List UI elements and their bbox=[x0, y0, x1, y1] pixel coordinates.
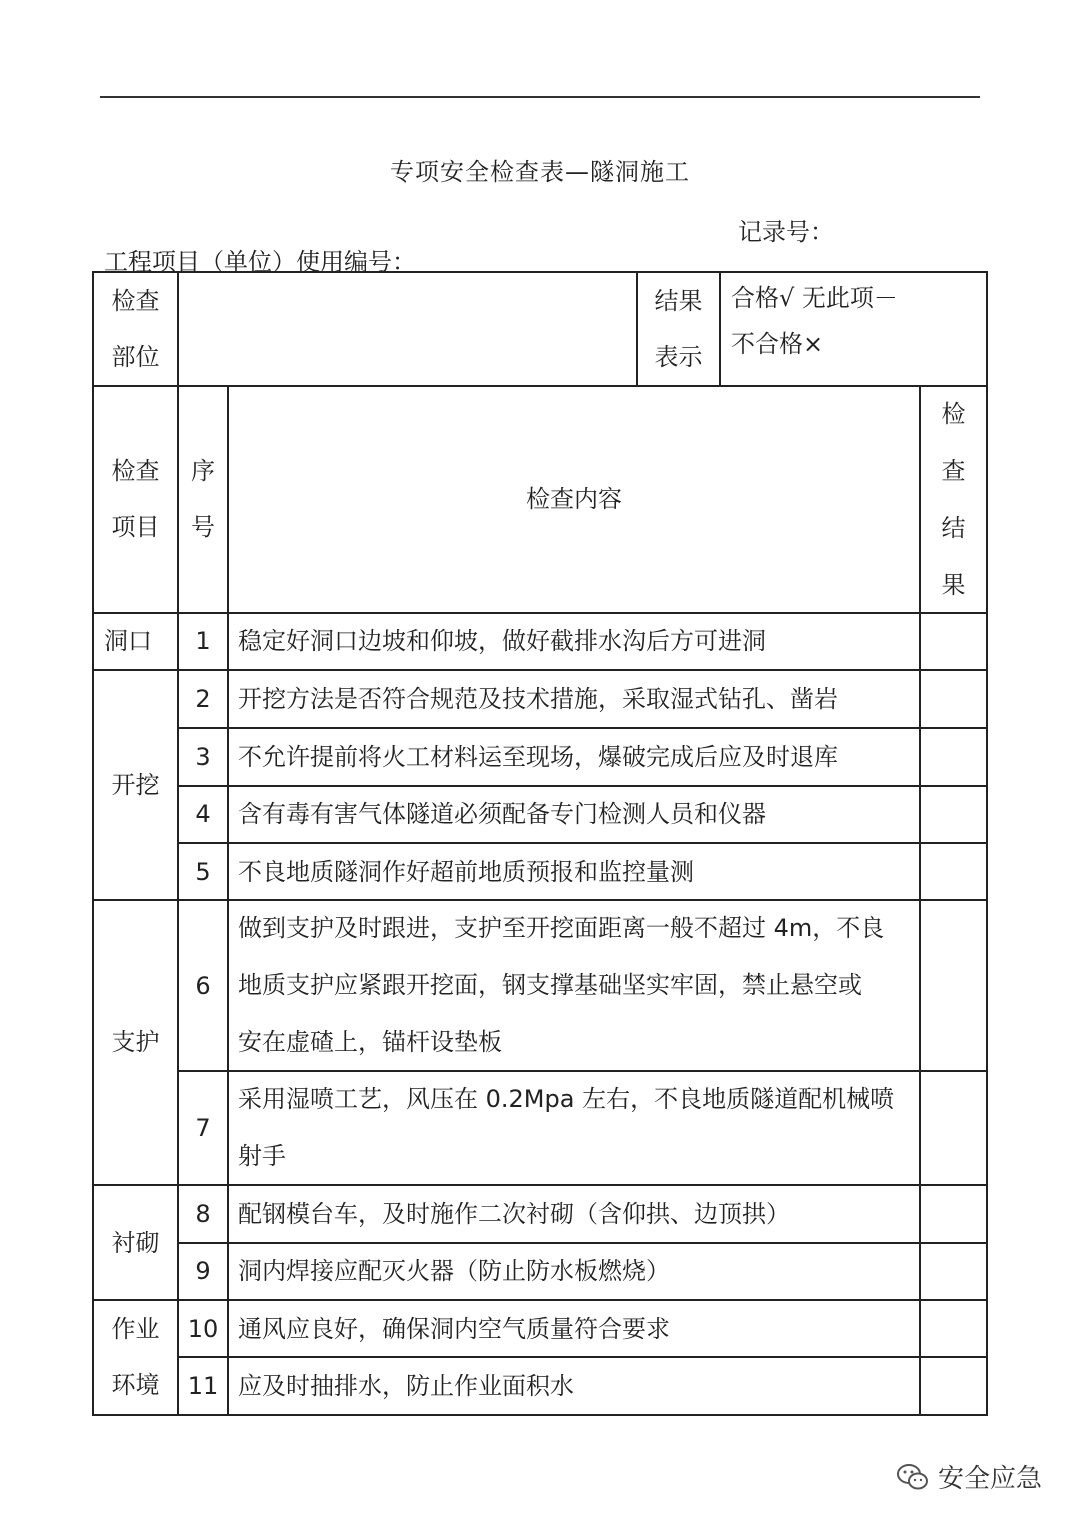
result-label bbox=[637, 273, 720, 385]
page-title: 专项安全检查表—隧洞施工 bbox=[390, 158, 690, 186]
row-content: 开挖方法是否符合规范及技术措施，采取湿式钻孔、凿岩 bbox=[238, 685, 838, 713]
location-label-line1: 检查 bbox=[111, 287, 160, 315]
location-label bbox=[93, 273, 178, 385]
row-number: 11 bbox=[187, 1372, 219, 1400]
row-number: 5 bbox=[195, 858, 211, 886]
row-number: 3 bbox=[195, 743, 211, 771]
result-label-line2: 表示 bbox=[654, 343, 703, 371]
row-result[interactable] bbox=[922, 1359, 985, 1414]
row-result[interactable] bbox=[922, 1187, 985, 1242]
row-number: 6 bbox=[195, 972, 211, 1000]
column-result-char2: 查 bbox=[941, 457, 966, 485]
column-content: 检查内容 bbox=[526, 485, 622, 513]
row-content: 洞内焊接应配灭火器（防止防水板燃烧） bbox=[238, 1257, 670, 1285]
row-content: 应及时抽排水，防止作业面积水 bbox=[238, 1372, 574, 1400]
record-no-label: 记录号： bbox=[738, 218, 834, 246]
location-value[interactable] bbox=[180, 273, 635, 385]
row-content-line: 采用湿喷工艺，风压在 0.2Mpa 左右，不良地质隧道配机械喷 bbox=[238, 1085, 895, 1113]
row-content: 配钢模台车，及时施作二次衬砌（含仰拱、边顶拱） bbox=[238, 1200, 790, 1228]
row-content bbox=[238, 1071, 914, 1185]
location-label-line2: 部位 bbox=[111, 343, 160, 371]
row-number: 2 bbox=[195, 685, 211, 713]
row-content-line: 射手 bbox=[238, 1142, 286, 1170]
column-seq bbox=[178, 443, 228, 555]
row-content: 稳定好洞口边坡和仰坡，做好截排水沟后方可进洞 bbox=[238, 627, 766, 655]
group-label: 衬砌 bbox=[111, 1229, 160, 1257]
row-result[interactable] bbox=[922, 1073, 985, 1184]
column-result-char1: 检 bbox=[941, 400, 966, 428]
column-result bbox=[920, 386, 987, 614]
result-legend-line2: 不合格× bbox=[731, 330, 824, 358]
row-result[interactable] bbox=[922, 788, 985, 842]
row-content: 不允许提前将火工材料运至现场，爆破完成后应及时退库 bbox=[238, 743, 838, 771]
row-content: 含有毒有害气体隧道必须配备专门检测人员和仪器 bbox=[238, 800, 766, 828]
column-result-char4: 果 bbox=[941, 571, 966, 599]
watermark-text: 安全应急 bbox=[937, 1464, 1042, 1494]
group-label: 支护 bbox=[111, 1028, 160, 1056]
wechat-icon bbox=[896, 1462, 930, 1492]
project-label: 工程项目（单位）使用编号： bbox=[104, 248, 416, 276]
column-item-line2: 项目 bbox=[111, 513, 160, 541]
group-label: 开挖 bbox=[111, 771, 160, 799]
row-number: 1 bbox=[195, 627, 211, 655]
column-seq-line2: 号 bbox=[191, 513, 215, 541]
result-label-line1: 结果 bbox=[654, 287, 703, 315]
row-result[interactable] bbox=[922, 1245, 985, 1299]
row-number: 9 bbox=[195, 1257, 211, 1285]
group-label-line2: 环境 bbox=[111, 1371, 160, 1399]
row-number: 10 bbox=[187, 1315, 219, 1343]
row-content-line: 安在虚碴上，锚杆设垫板 bbox=[238, 1028, 502, 1056]
row-content-line: 地质支护应紧跟开挖面，钢支撑基础坚实牢固，禁止悬空或 bbox=[238, 971, 862, 999]
row-content-line: 做到支护及时跟进，支护至开挖面距离一般不超过 4m，不良 bbox=[238, 914, 885, 942]
column-seq-line1: 序 bbox=[191, 457, 215, 485]
row-result[interactable] bbox=[922, 672, 985, 727]
row-result[interactable] bbox=[922, 902, 985, 1070]
row-content: 不良地质隧洞作好超前地质预报和监控量测 bbox=[238, 858, 694, 886]
result-legend bbox=[731, 275, 981, 367]
group-label: 洞口 bbox=[104, 627, 152, 655]
row-result[interactable] bbox=[922, 730, 985, 785]
row-result[interactable] bbox=[922, 1302, 985, 1356]
column-item-line1: 检查 bbox=[111, 457, 160, 485]
watermark bbox=[896, 1458, 1042, 1495]
row-number: 8 bbox=[195, 1200, 211, 1228]
group-label bbox=[93, 1301, 178, 1413]
row-content bbox=[238, 900, 914, 1071]
row-number: 7 bbox=[195, 1114, 211, 1142]
column-result-char3: 结 bbox=[941, 514, 966, 542]
result-legend-line1: 合格√ 无此项－ bbox=[731, 284, 898, 312]
row-number: 4 bbox=[195, 800, 211, 828]
row-content: 通风应良好，确保洞内空气质量符合要求 bbox=[238, 1315, 670, 1343]
group-label-line1: 作业 bbox=[111, 1315, 160, 1343]
row-result[interactable] bbox=[922, 615, 985, 669]
row-result[interactable] bbox=[922, 845, 985, 899]
column-item bbox=[93, 443, 178, 555]
